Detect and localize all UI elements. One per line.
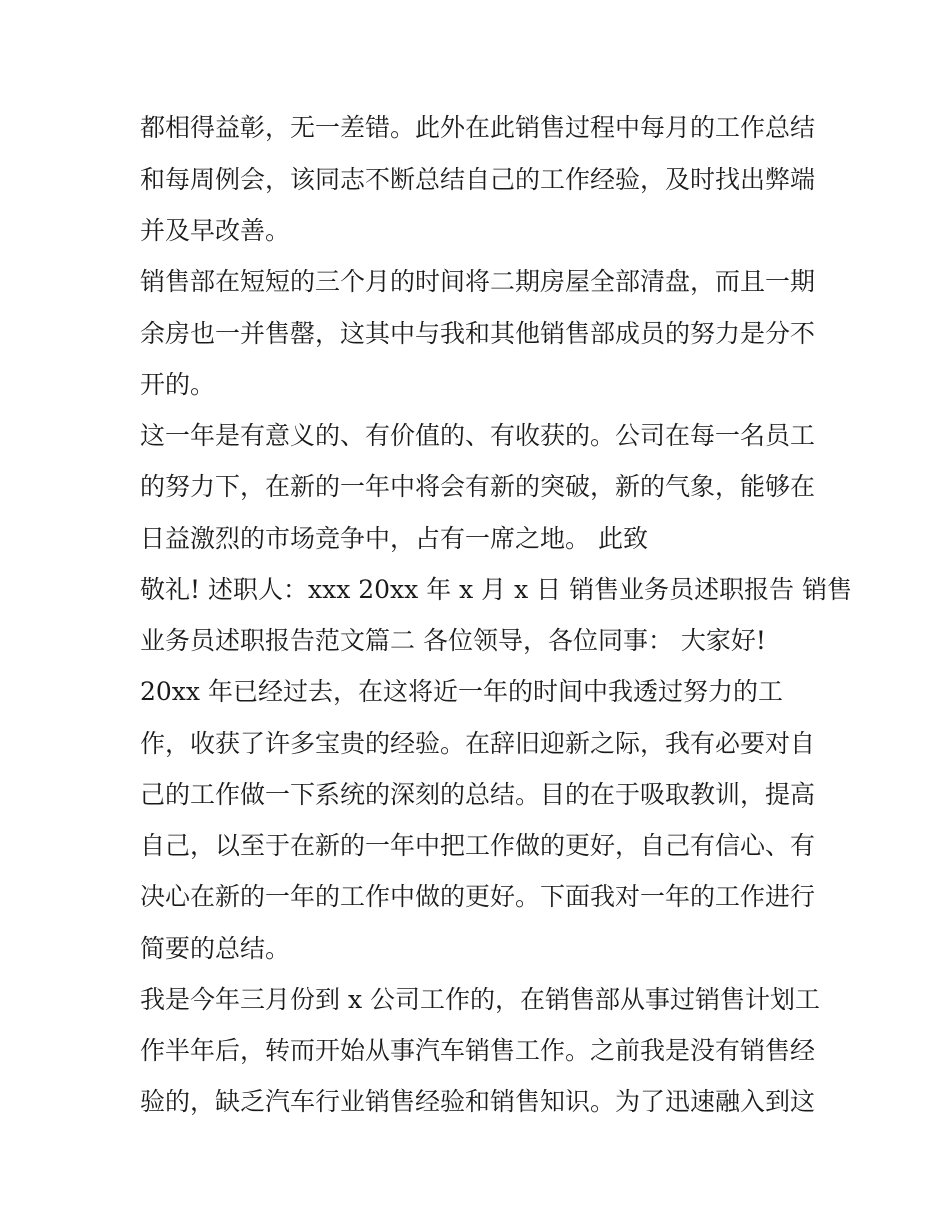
text-line: 20xx 年已经过去，在这将近一年的时间中我透过努力的工 <box>140 677 783 706</box>
text-line: 开的。 <box>140 370 216 399</box>
text-line: 业务员述职报告范文篇二 各位领导，各位同事： 大家好! <box>140 626 766 655</box>
text-line: 并及早改善。 <box>140 216 291 245</box>
text-line: 敬礼! 述职人：xxx 20xx 年 x 月 x 日 销售业务员述职报告 销售 <box>140 575 853 604</box>
text-line: 简要的总结。 <box>140 934 291 963</box>
text-line: 自己，以至于在新的一年中把工作做的更好，自己有信心、有 <box>140 831 816 860</box>
text-line: 这一年是有意义的、有价值的、有收获的。公司在每一名员工 <box>140 421 816 450</box>
text-line: 验的，缺乏汽车行业销售经验和销售知识。为了迅速融入到这 <box>140 1087 816 1116</box>
text-line: 决心在新的一年的工作中做的更好。下面我对一年的工作进行 <box>140 882 816 911</box>
text-line: 我是今年三月份到 x 公司工作的，在销售部从事过销售计划工 <box>140 985 820 1014</box>
text-line: 己的工作做一下系统的深刻的总结。目的在于吸取教训，提高 <box>140 780 816 809</box>
text-line: 和每周例会，该同志不断总结自己的工作经验，及时找出弊端 <box>140 165 816 194</box>
text-line: 销售部在短短的三个月的时间将二期房屋全部清盘，而且一期 <box>140 267 816 296</box>
text-line: 作，收获了许多宝贵的经验。在辞旧迎新之际，我有必要对自 <box>140 729 816 758</box>
text-line: 都相得益彰，无一差错。此外在此销售过程中每月的工作总结 <box>140 113 816 142</box>
text-line: 作半年后，转而开始从事汽车销售工作。之前我是没有销售经 <box>140 1036 816 1065</box>
text-line: 余房也一并售罄，这其中与我和其他销售部成员的努力是分不 <box>140 319 816 348</box>
text-line: 日益激烈的市场竞争中，占有一席之地。 此致 <box>140 524 648 553</box>
text-line: 的努力下，在新的一年中将会有新的突破，新的气象，能够在 <box>140 472 816 501</box>
